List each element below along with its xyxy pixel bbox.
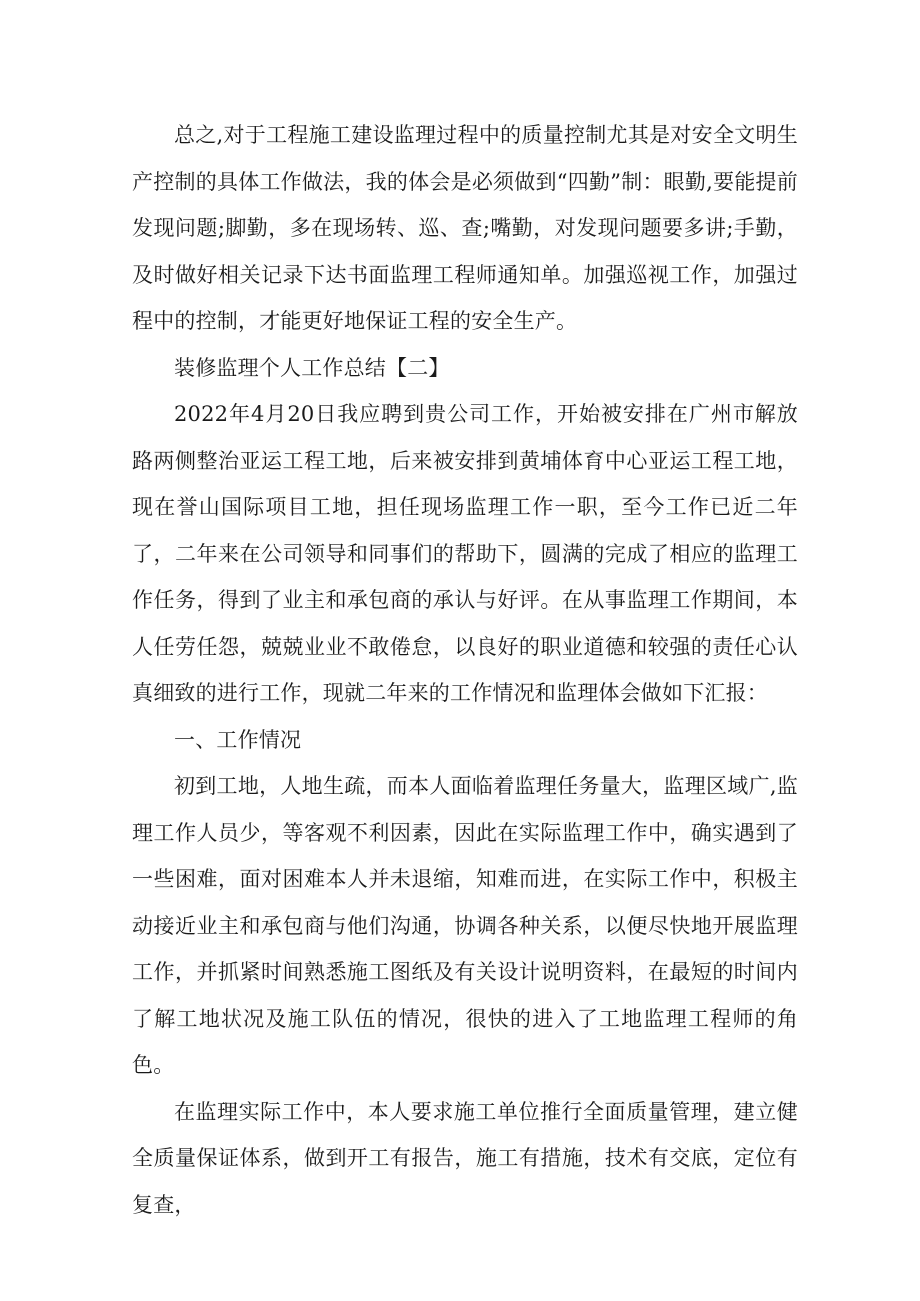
document-body	[132, 112, 798, 1228]
section-heading-work-situation: 一、工作情况	[174, 727, 302, 752]
paragraph-four-diligence-summary: 总之,对于工程施工建设监理过程中的质量控制尤其是对安全文明生产控制的具体工作做法，我的体会是必须做到“四勤”制：眼勤,要能提前发现问题;脚勤，多在现场转、巡、查;嘴勤，对发现问题要多讲;手勤，及时做好相关记录下达书面监理工程师通知单。加强巡视工作，加强过程中的控制，才能更好地保证工程的安全生产。	[132, 123, 798, 333]
paragraph-employment-history: 2022年4月20日我应聘到贵公司工作，开始被安排在广州市解放路两侧整治亚运工程工地，后来被安排到黄埔体育中心亚运工程工地，现在誉山国际项目工地，担任现场监理工作一职，至今工作已近二年了，二年来在公司领导和同事们的帮助下，圆满的完成了相应的监理工作任务，得到了业主和承包商的承认与好评。在从事监理工作期间，本人任劳任怨，兢兢业业不敢倦怠，以良好的职业道德和较强的责任心认真细致的进行工作，现就二年来的工作情况和监理体会做如下汇报：	[132, 402, 798, 705]
paragraph-quality-management: 在监理实际工作中，本人要求施工单位推行全面质量管理，建立健全质量保证体系，做到开工有报告，施工有措施，技术有交底，定位有复查，	[132, 1099, 798, 1217]
section-heading-summary-two: 装修监理个人工作总结【二】	[174, 355, 450, 380]
paragraph-initial-arrival: 初到工地，人地生疏，而本人面临着监理任务量大，监理区域广,监理工作人员少，等客观不利因素，因此在实际监理工作中，确实遇到了一些困难，面对困难本人并未退缩，知难而进，在实际工作中，积极主动接近业主和承包商与他们沟通，协调各种关系，以便尽快地开展监理工作，并抓紧时间熟悉施工图纸及有关设计说明资料，在最短的时间内了解工地状况及施工队伍的情况，很快的进入了工地监理工程师的角色。	[132, 774, 798, 1077]
